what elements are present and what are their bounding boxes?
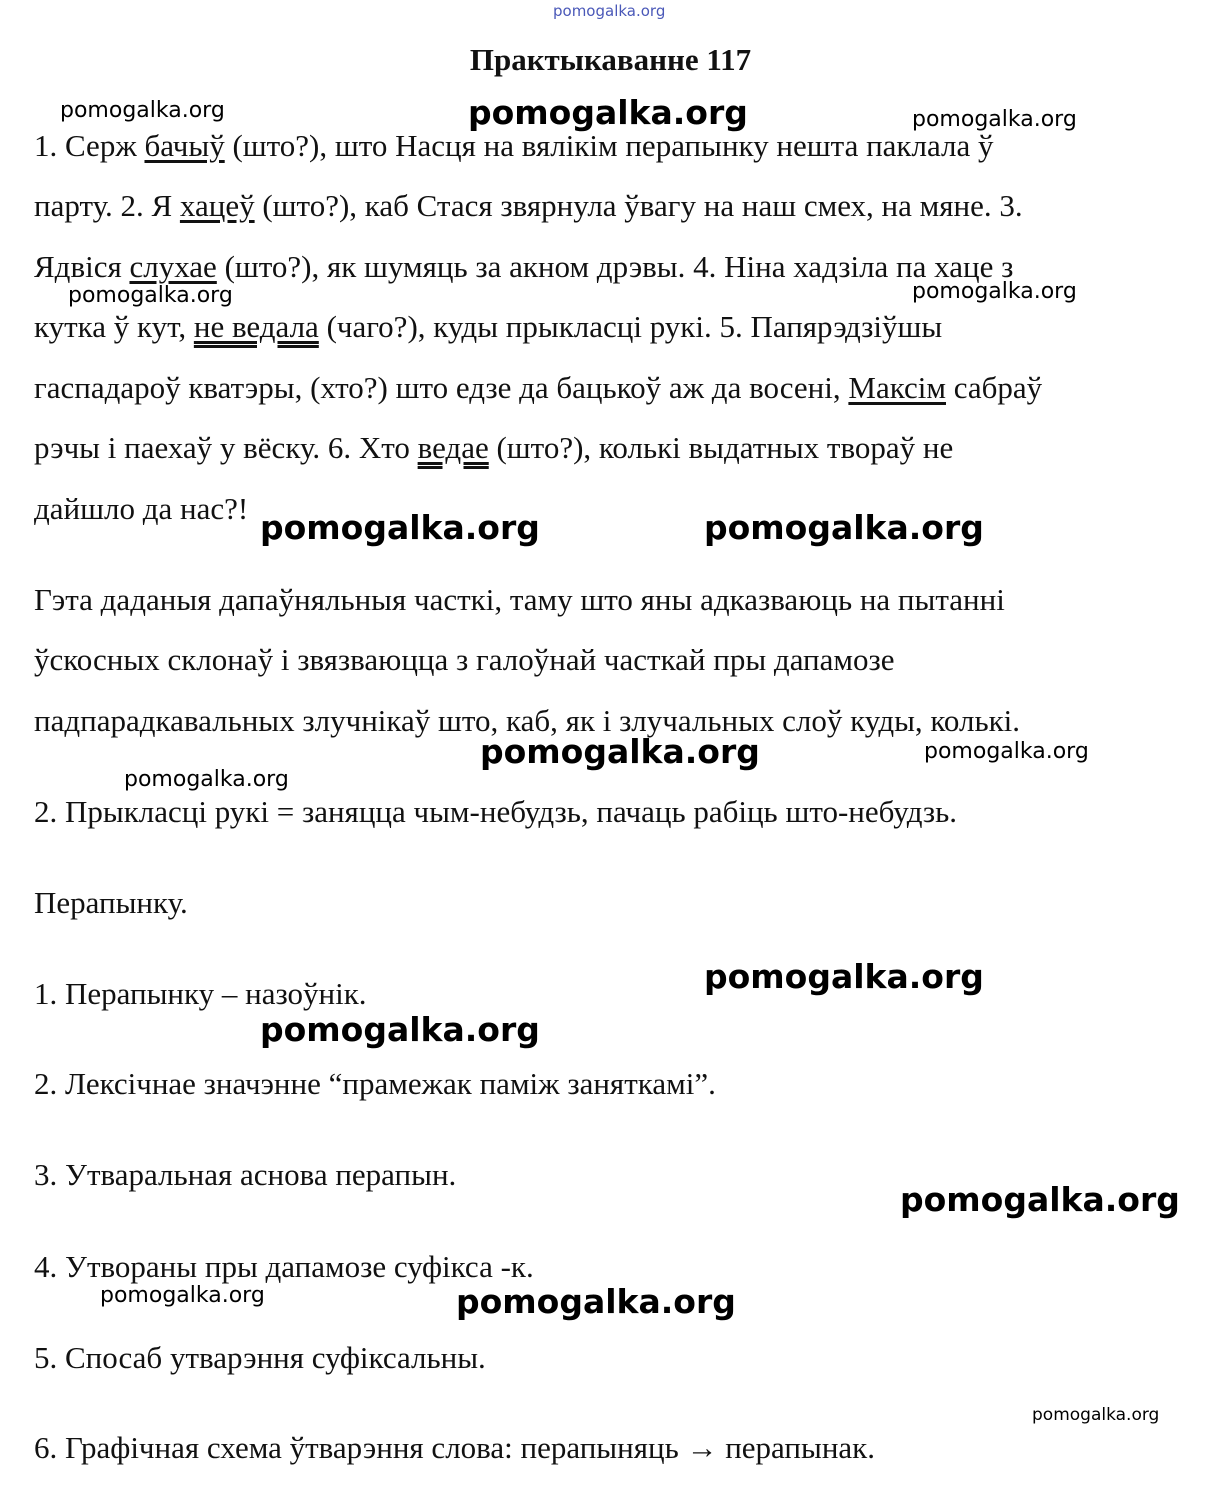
analysis-item: 3. Утваральная аснова перапын. xyxy=(34,1157,457,1192)
predicate: хацеў xyxy=(179,188,255,223)
word-heading: Перапынку. xyxy=(34,885,188,920)
watermark: pomogalka.org xyxy=(480,732,760,771)
watermark: pomogalka.org xyxy=(900,1180,1180,1219)
watermark: pomogalka.org xyxy=(260,1010,540,1049)
watermark: pomogalka.org xyxy=(468,93,748,132)
analysis-item: 6. Графічная схема ўтварэння слова: перапыняць → перапынак. xyxy=(34,1430,875,1465)
explanation-line: падпарадкавальных злучнікаў што, каб, як і злучальных слоў куды, колькі. xyxy=(34,703,1021,738)
watermark: pomogalka.org xyxy=(924,739,1089,764)
exercise-line: Ядвіся слухае (што?), як шумяць за акном дрэвы. 4. Ніна хадзіла па хаце з xyxy=(34,249,1014,284)
page-title: Практыкаванне 117 xyxy=(469,42,752,77)
subject: Максім xyxy=(848,370,946,405)
header-watermark: pomogalka.org xyxy=(553,2,666,20)
watermark: pomogalka.org xyxy=(704,508,984,547)
watermark: pomogalka.org xyxy=(60,98,225,123)
exercise-line: 1. Серж бачыў (што?), што Насця на вялікім перапынку нешта паклала ў xyxy=(34,128,994,163)
watermark: pomogalka.org xyxy=(1032,1405,1160,1425)
exercise-line: дайшло да нас?! xyxy=(34,491,249,526)
analysis-item: 1. Перапынку – назоўнік. xyxy=(34,976,367,1011)
predicate: слухае xyxy=(129,249,217,284)
exercise-line: гаспадароў кватэры, (хто?) што едзе да бацькоў аж да восені, Максім сабраў xyxy=(34,370,1043,405)
task2-line: 2. Прыкласці рукі = заняцца чым-небудзь, пачаць рабіць што-небудзь. xyxy=(34,794,958,829)
watermark: pomogalka.org xyxy=(912,107,1077,132)
watermark: pomogalka.org xyxy=(456,1282,736,1321)
watermark: pomogalka.org xyxy=(124,767,289,792)
watermark: pomogalka.org xyxy=(912,279,1077,304)
exercise-line: парту. 2. Я хацеў (што?), каб Стася звярнула ўвагу на наш смех, на мяне. 3. xyxy=(34,188,1023,223)
predicate: бачыў xyxy=(144,128,225,163)
analysis-item: 2. Лексічнае значэнне “прамежак паміж заняткамі”. xyxy=(34,1066,716,1101)
analysis-item: 4. Утвораны пры дапамозе суфікса -к. xyxy=(34,1249,534,1284)
exercise-line: рэчы і паехаў у вёску. 6. Хто ведае (што?), колькі выдатных твораў не xyxy=(34,430,954,465)
analysis-item: 5. Спосаб утварэння суфіксальны. xyxy=(34,1340,486,1375)
explanation-line: Гэта даданыя дапаўняльныя часткі, таму што яны адказваюць на пытанні xyxy=(34,582,1005,617)
explanation-line: ўскосных склонаў і звязваюцца з галоўнай часткай пры дапамозе xyxy=(34,642,895,677)
watermark: pomogalka.org xyxy=(68,283,233,308)
watermark: pomogalka.org xyxy=(704,957,984,996)
exercise-line: кутка ў кут, не ведала (чаго?), куды прыкласці рукі. 5. Папярэдзіўшы xyxy=(34,309,943,344)
predicate: не ведала xyxy=(193,309,319,344)
watermark: pomogalka.org xyxy=(100,1283,265,1308)
predicate: ведае xyxy=(417,430,489,465)
watermark: pomogalka.org xyxy=(260,508,540,547)
